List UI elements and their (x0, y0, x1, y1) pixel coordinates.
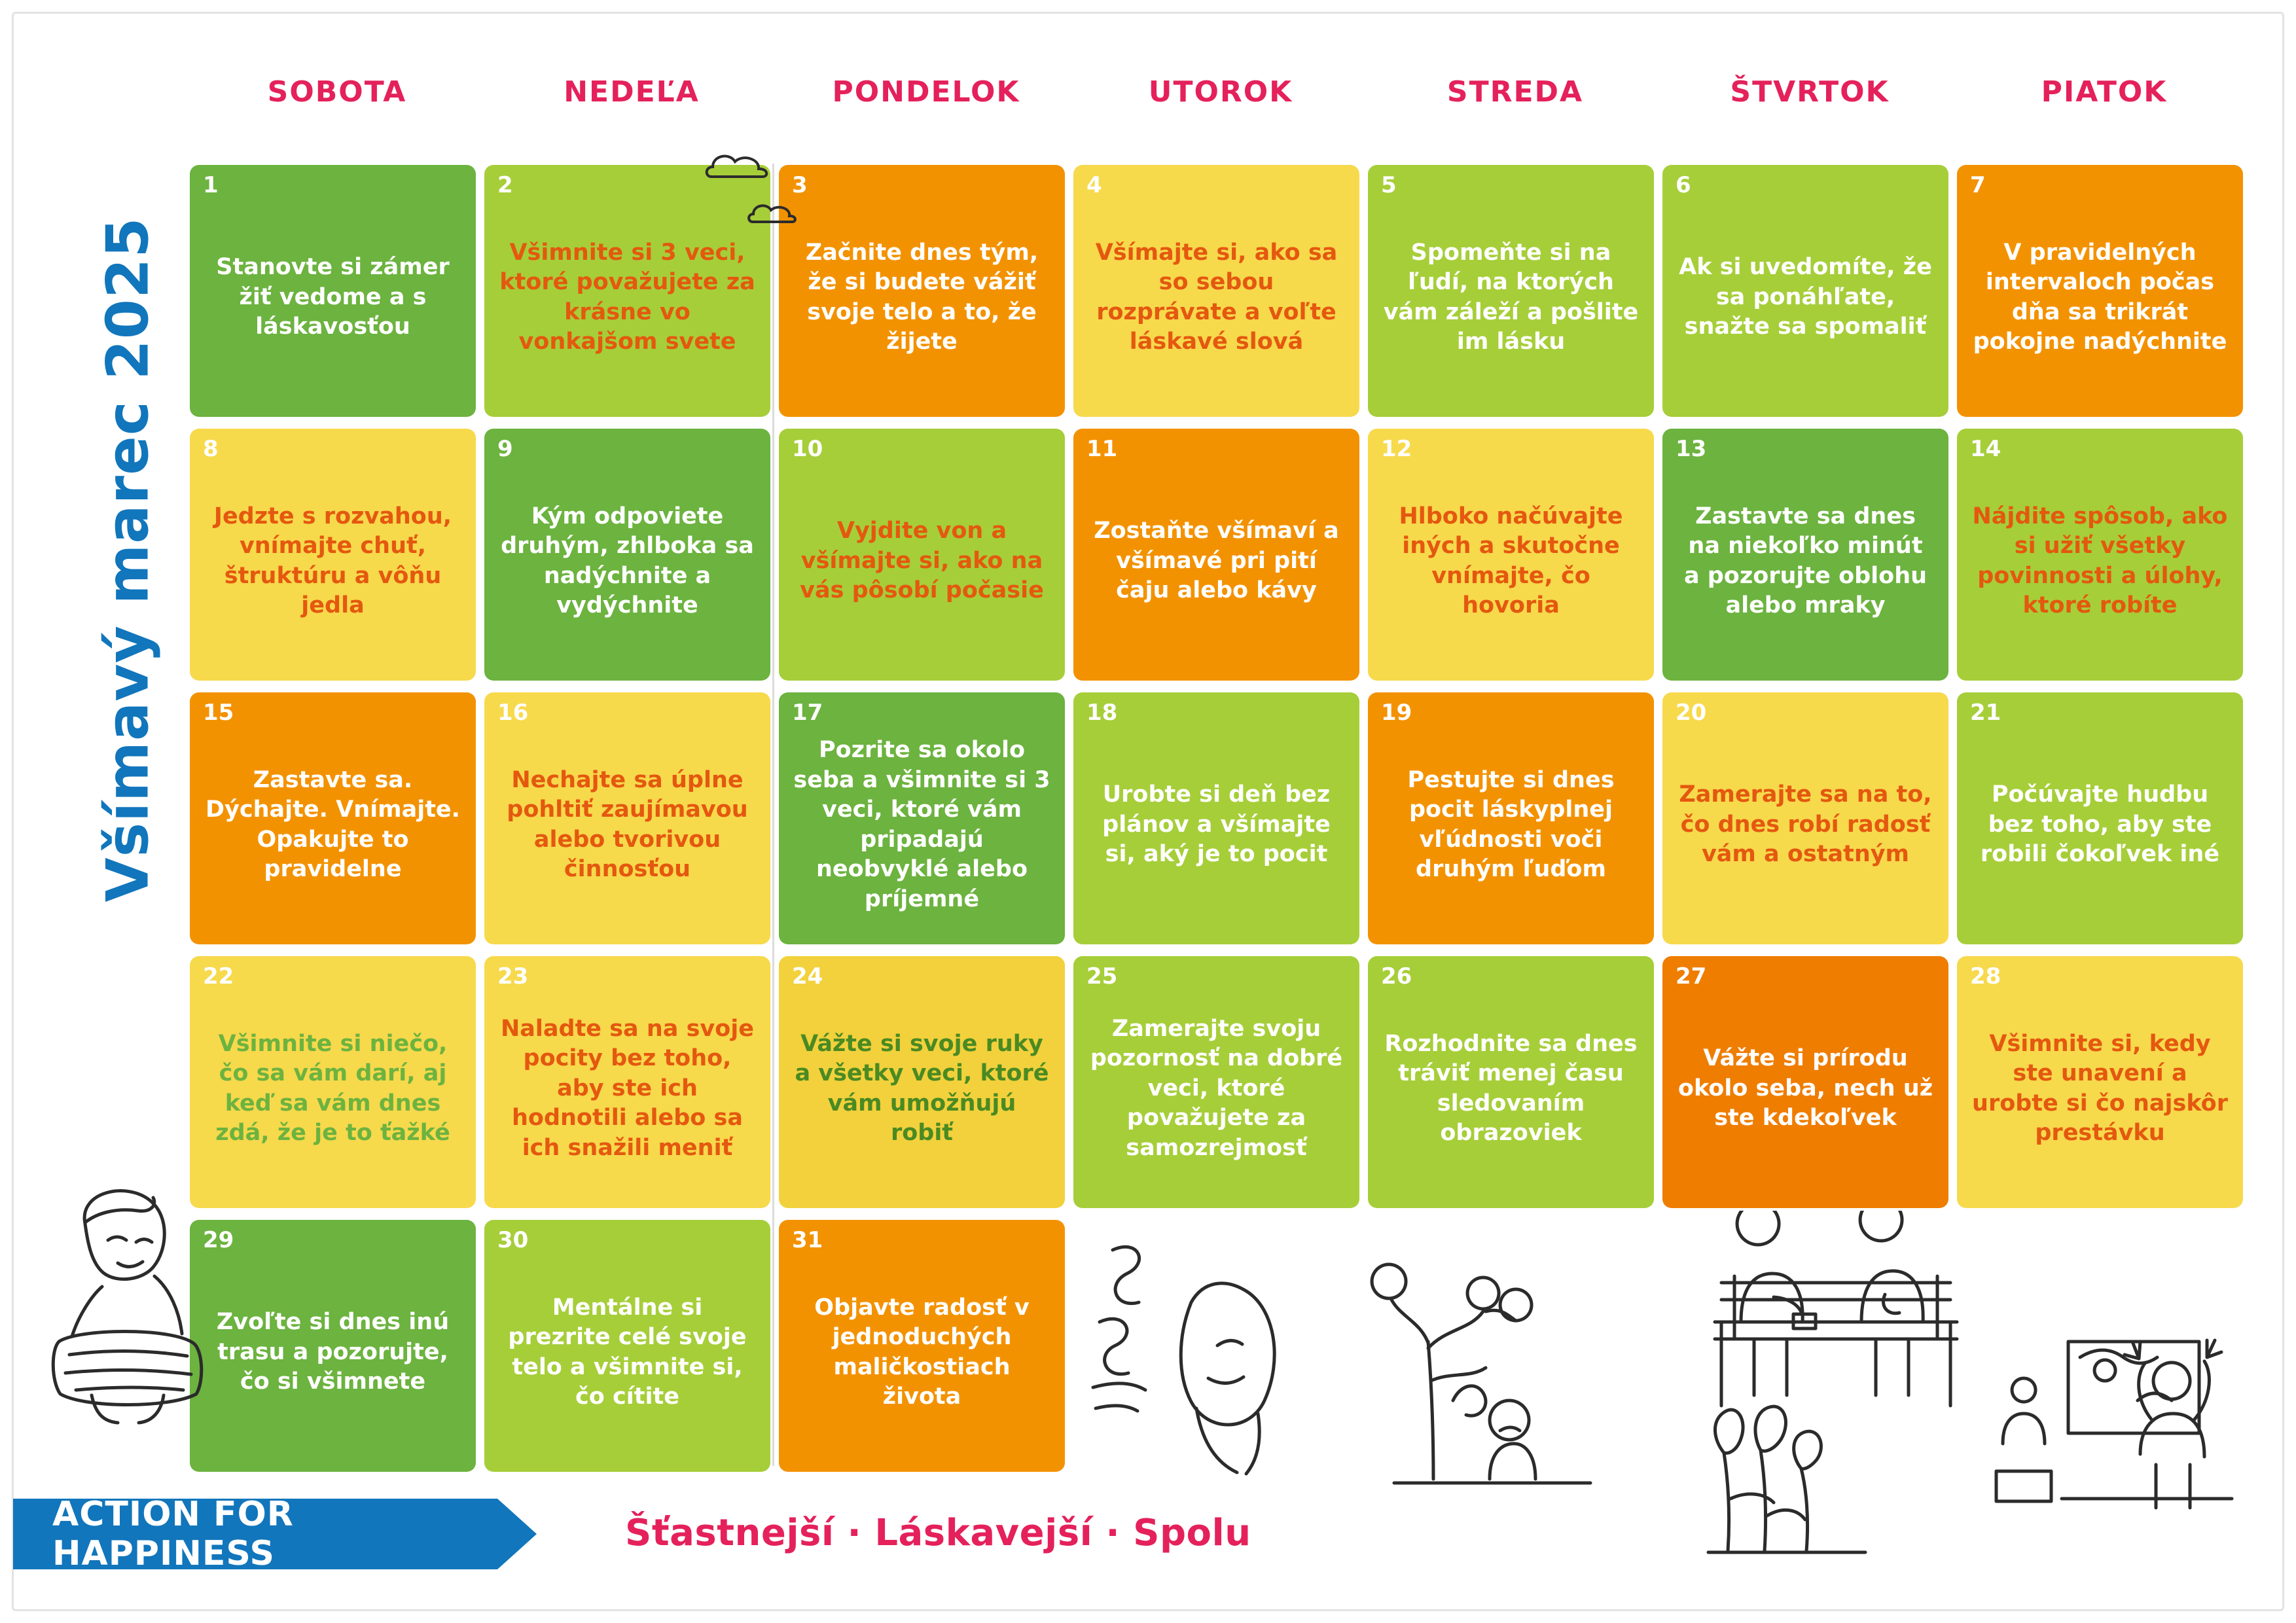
day-cell-28[interactable] (1957, 956, 2243, 1208)
flowers-illustration (1702, 1361, 1872, 1558)
day-text: Jedzte s rozvahou, vnímajte chuť, štruktúru a vôňu jedla (213, 503, 452, 618)
day-cell-15[interactable] (190, 692, 476, 944)
day-cell-14[interactable] (1957, 429, 2243, 681)
day-text: Všimnite si 3 veci, ktoré považujete za krásne vo vonkajšom svete (499, 239, 755, 355)
day-number: 3 (792, 172, 808, 198)
day-number: 20 (1676, 700, 1707, 726)
weekday-thursday: ŠTVRTOK (1730, 75, 1890, 109)
cloud-icon (704, 147, 776, 183)
day-text: Objavte radosť v jednoduchých maličkostiach života (814, 1294, 1030, 1410)
weekday-saturday: SOBOTA (267, 75, 407, 109)
day-text: Zostaňte všímaví a všímavé pri pití čaju alebo kávy (1094, 518, 1339, 604)
weekday-friday: PIATOK (2041, 75, 2168, 109)
day-number: 8 (203, 436, 219, 462)
day-cell-26[interactable] (1368, 956, 1654, 1208)
day-number: 24 (792, 963, 823, 990)
day-number: 23 (497, 963, 529, 990)
day-number: 19 (1381, 700, 1412, 726)
day-cell-21[interactable] (1957, 692, 2243, 944)
day-text: Hlboko načúvajte iných a skutočne vnímajte, čo hovoria (1399, 503, 1623, 618)
day-number: 28 (1970, 963, 2001, 990)
weekday-tuesday: UTOROK (1148, 75, 1293, 109)
tree-and-person-illustration (1355, 1243, 1604, 1492)
brand-label: ACTION FOR HAPPINESS (52, 1495, 294, 1573)
day-text: Všimnite si niečo, čo sa vám darí, aj keď sa vám dnes zdá, že je to ťažké (215, 1030, 450, 1146)
day-number: 18 (1086, 700, 1118, 726)
day-number: 17 (792, 700, 823, 726)
day-cell-16[interactable] (484, 692, 770, 944)
day-text: Zastavte sa dnes na niekoľko minút a pozorujte oblohu alebo mraky (1683, 503, 1928, 618)
day-cell-10[interactable] (779, 429, 1065, 681)
day-number: 22 (203, 963, 234, 990)
day-cell-24[interactable] (779, 956, 1065, 1208)
day-number: 31 (792, 1227, 823, 1253)
day-text: Nájdite spôsob, ako si užiť všetky povinnosti a úlohy, ktoré robíte (1972, 503, 2228, 618)
weekday-wednesday: STREDA (1446, 75, 1584, 109)
day-text: Vážte si prírodu okolo seba, nech už ste kdekoľvek (1677, 1045, 1933, 1132)
day-number: 29 (203, 1227, 234, 1253)
day-text: Všímajte si, ako sa so sebou rozprávate a voľte láskavé slová (1095, 239, 1338, 355)
day-number: 30 (497, 1227, 529, 1253)
day-cell-31[interactable] (779, 1220, 1065, 1472)
day-cell-9[interactable] (484, 429, 770, 681)
day-text: Všimnite si, kedy ste unavení a urobte si čo najskôr prestávku (1972, 1030, 2228, 1146)
day-text: Vyjdite von a všímajte si, ako na vás pôsobí počasie (800, 518, 1044, 604)
day-cell-1[interactable] (190, 165, 476, 417)
day-number: 16 (497, 700, 529, 726)
day-number: 1 (203, 172, 219, 198)
day-cell-7[interactable] (1957, 165, 2243, 417)
day-text: Začnite dnes tým, že si budete vážiť svoje telo a to, že žijete (805, 239, 1039, 355)
day-cell-6[interactable] (1662, 165, 1948, 417)
day-cell-30[interactable] (484, 1220, 770, 1472)
day-number: 13 (1676, 436, 1707, 462)
weekday-monday: PONDELOK (832, 75, 1020, 109)
day-cell-4[interactable] (1073, 165, 1359, 417)
day-number: 10 (792, 436, 823, 462)
brand-banner (13, 1495, 497, 1573)
day-cell-18[interactable] (1073, 692, 1359, 944)
windy-face-illustration (1086, 1224, 1302, 1486)
day-number: 9 (497, 436, 513, 462)
celebration-screen-illustration (1977, 1302, 2251, 1518)
day-text: Zamerajte sa na to, čo dnes robí radosť vám a ostatným (1679, 781, 1932, 868)
day-number: 26 (1381, 963, 1412, 990)
day-cell-5[interactable] (1368, 165, 1654, 417)
day-text: Naladte sa na svoje pocity bez toho, aby ste ich hodnotili alebo sa ich snažili meniť (500, 1015, 755, 1161)
day-number: 12 (1381, 436, 1412, 462)
weekday-sunday: NEDEĽA (564, 75, 700, 109)
day-number: 25 (1086, 963, 1118, 990)
tagline: Šťastnejší · Láskavejší · Spolu (625, 1512, 1251, 1554)
day-cell-20[interactable] (1662, 692, 1948, 944)
day-text: Rozhodnite sa dnes tráviť menej času sledovaním obrazoviek (1384, 1030, 1638, 1146)
day-text: Kým odpoviete druhým, zhlboka sa nadýchnite a vydýchnite (501, 503, 754, 618)
day-cell-2[interactable] (484, 165, 770, 417)
weekday-header-row (190, 75, 2251, 128)
day-number: 15 (203, 700, 234, 726)
day-cell-23[interactable] (484, 956, 770, 1208)
day-text: Pestujte si dnes pocit láskyplnej vľúdnosti voči druhým ľuďom (1407, 766, 1615, 882)
day-cell-8[interactable] (190, 429, 476, 681)
brand-banner-arrow (497, 1499, 537, 1569)
day-cell-25[interactable] (1073, 956, 1359, 1208)
day-text: Stanovte si zámer žiť vedome a s láskavosťou (216, 254, 450, 340)
day-number: 7 (1970, 172, 1986, 198)
day-cell-27[interactable] (1662, 956, 1948, 1208)
day-cell-12[interactable] (1368, 429, 1654, 681)
day-text: Zamerajte svoju pozornosť na dobré veci, ktoré považujete za samozrejmosť (1090, 1015, 1343, 1161)
calendar-title-container (62, 151, 193, 969)
day-text: V pravidelných intervaloch počas dňa sa trikrát pokojne nadýchnite (1973, 239, 2227, 355)
day-number: 11 (1086, 436, 1118, 462)
day-number: 2 (497, 172, 513, 198)
day-cell-17[interactable] (779, 692, 1065, 944)
day-text: Vážte si svoje ruky a všetky veci, ktoré vám umožňujú robiť (795, 1030, 1049, 1146)
day-cell-11[interactable] (1073, 429, 1359, 681)
day-number: 27 (1676, 963, 1707, 990)
person-reading-illustration (39, 1165, 236, 1440)
day-text: Nechajte sa úplne pohltiť zaujímavou alebo tvorivou činnosťou (507, 766, 748, 882)
day-text: Ak si uvedomíte, že sa ponáhľate, snažte sa spomaliť (1679, 254, 1932, 340)
day-text: Spomeňte si na ľudí, na ktorých vám záleží a pošlite im lásku (1383, 239, 1639, 355)
day-text: Počúvajte hudbu bez toho, aby ste robili čokoľvek iné (1980, 781, 2220, 868)
page-title: Všímavý marec 2025 (94, 217, 162, 902)
day-number: 21 (1970, 700, 2001, 726)
cloud-icon-2 (746, 200, 798, 228)
day-text: Zvoľte si dnes inú trasu a pozorujte, čo si všimnete (216, 1309, 450, 1395)
day-cell-13[interactable] (1662, 429, 1948, 681)
day-number: 4 (1086, 172, 1102, 198)
day-number: 5 (1381, 172, 1397, 198)
day-text: Mentálne si prezrite celé svoje telo a všimnite si, čo cítite (508, 1294, 747, 1410)
day-text: Urobte si deň bez plánov a všímajte si, aký je to pocit (1102, 781, 1331, 868)
day-number: 6 (1676, 172, 1691, 198)
day-cell-3[interactable] (779, 165, 1065, 417)
day-text: Zastavte sa. Dýchajte. Vnímajte. Opakujte to pravidelne (206, 766, 460, 882)
day-number: 14 (1970, 436, 2001, 462)
day-text: Pozrite sa okolo seba a všimnite si 3 veci, ktoré vám pripadajú neobvyklé alebo príjemné (793, 737, 1050, 912)
day-cell-19[interactable] (1368, 692, 1654, 944)
